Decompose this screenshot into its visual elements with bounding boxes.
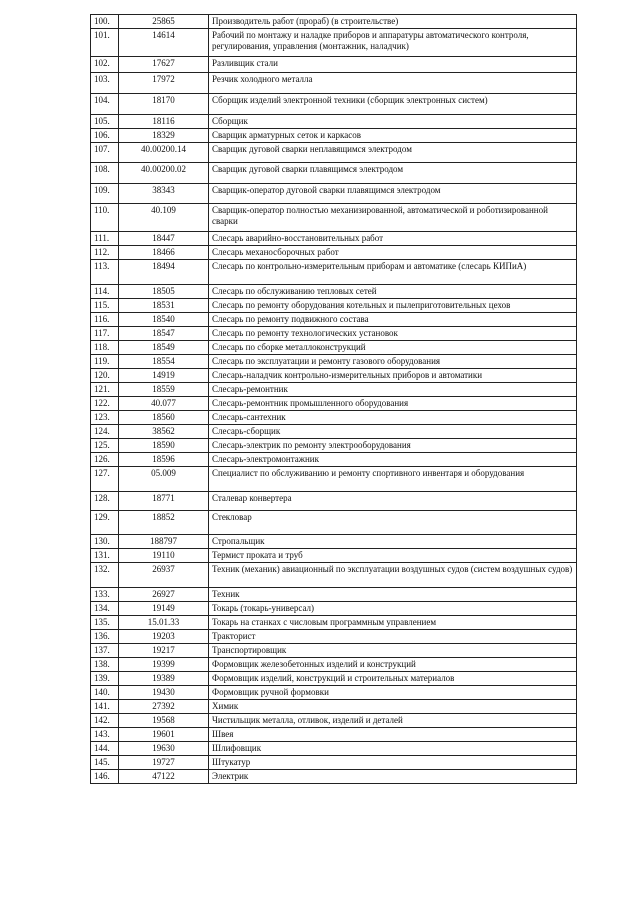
- cell-num: 115.: [91, 299, 119, 313]
- cell-code: 19399: [119, 658, 209, 672]
- cell-code: 18540: [119, 313, 209, 327]
- table-row: [91, 686, 577, 700]
- cell-name: Специалист по обслуживанию и ремонту спортивного инвентаря и оборудования: [209, 467, 577, 492]
- cell-num: 129.: [91, 511, 119, 535]
- cell-name: Слесарь по обслуживанию тепловых сетей: [209, 285, 577, 299]
- cell-code: 17972: [119, 73, 209, 94]
- table-row: [91, 341, 577, 355]
- cell-code: 18596: [119, 453, 209, 467]
- cell-num: 108.: [91, 163, 119, 184]
- cell-code: 18494: [119, 260, 209, 285]
- cell-num: 125.: [91, 439, 119, 453]
- cell-code: 18852: [119, 511, 209, 535]
- cell-name: Сборщик: [209, 115, 577, 129]
- cell-num: 116.: [91, 313, 119, 327]
- cell-name: Слесарь аварийно-восстановительных работ: [209, 232, 577, 246]
- cell-num: 122.: [91, 397, 119, 411]
- cell-code: 14919: [119, 369, 209, 383]
- cell-name: Слесарь-ремонтник промышленного оборудования: [209, 397, 577, 411]
- table-row: [91, 672, 577, 686]
- cell-num: 134.: [91, 602, 119, 616]
- table-row: [91, 57, 577, 73]
- table-row: [91, 756, 577, 770]
- table-row: [91, 299, 577, 313]
- cell-name: Слесарь по ремонту технологических установок: [209, 327, 577, 341]
- cell-code: 18547: [119, 327, 209, 341]
- professions-table: [90, 14, 577, 784]
- cell-code: 27392: [119, 700, 209, 714]
- cell-name: Слесарь-электрик по ремонту электрооборудования: [209, 439, 577, 453]
- cell-name: Слесарь по контрольно-измерительным приборам и автоматике (слесарь КИПиА): [209, 260, 577, 285]
- cell-code: 18559: [119, 383, 209, 397]
- cell-num: 132.: [91, 563, 119, 588]
- cell-name: Сборщик изделий электронной техники (сборщик электронных систем): [209, 94, 577, 115]
- cell-name: Техник (механик) авиационный по эксплуатации воздушных судов (систем воздушных судов): [209, 563, 577, 588]
- table-body: [91, 15, 577, 784]
- cell-name: Транспортировщик: [209, 644, 577, 658]
- cell-num: 143.: [91, 728, 119, 742]
- cell-num: 124.: [91, 425, 119, 439]
- cell-num: 126.: [91, 453, 119, 467]
- table-row: [91, 327, 577, 341]
- cell-code: 18771: [119, 492, 209, 511]
- cell-num: 142.: [91, 714, 119, 728]
- cell-code: 19149: [119, 602, 209, 616]
- table-row: [91, 511, 577, 535]
- table-row: [91, 94, 577, 115]
- cell-num: 117.: [91, 327, 119, 341]
- cell-name: Слесарь-сантехник: [209, 411, 577, 425]
- table-row: [91, 425, 577, 439]
- cell-num: 113.: [91, 260, 119, 285]
- table-row: [91, 411, 577, 425]
- cell-num: 136.: [91, 630, 119, 644]
- cell-num: 118.: [91, 341, 119, 355]
- cell-code: 25865: [119, 15, 209, 29]
- table-row: [91, 115, 577, 129]
- cell-code: 40.00200.14: [119, 143, 209, 163]
- table-row: [91, 742, 577, 756]
- cell-name: Слесарь по эксплуатации и ремонту газового оборудования: [209, 355, 577, 369]
- cell-code: 15.01.33: [119, 616, 209, 630]
- cell-name: Производитель работ (прораб) (в строительстве): [209, 15, 577, 29]
- cell-name: Токарь на станках с числовым программным управлением: [209, 616, 577, 630]
- cell-num: 109.: [91, 184, 119, 204]
- cell-name: Сварщик дуговой сварки плавящимся электродом: [209, 163, 577, 184]
- cell-num: 114.: [91, 285, 119, 299]
- table-row: [91, 260, 577, 285]
- cell-name: Слесарь по ремонту подвижного состава: [209, 313, 577, 327]
- cell-name: Стропальщик: [209, 535, 577, 549]
- cell-num: 107.: [91, 143, 119, 163]
- cell-code: 18116: [119, 115, 209, 129]
- cell-code: 19601: [119, 728, 209, 742]
- table-row: [91, 602, 577, 616]
- cell-num: 119.: [91, 355, 119, 369]
- table-row: [91, 313, 577, 327]
- cell-num: 101.: [91, 29, 119, 57]
- cell-num: 102.: [91, 57, 119, 73]
- table-row: [91, 232, 577, 246]
- cell-num: 130.: [91, 535, 119, 549]
- cell-name: Резчик холодного металла: [209, 73, 577, 94]
- cell-name: Швея: [209, 728, 577, 742]
- table-row: [91, 383, 577, 397]
- cell-code: 18505: [119, 285, 209, 299]
- cell-name: Сварщик-оператор полностью механизированной, автоматической и роботизированной сварки: [209, 204, 577, 232]
- cell-num: 133.: [91, 588, 119, 602]
- cell-name: Сварщик дуговой сварки неплавящимся электродом: [209, 143, 577, 163]
- cell-code: 40.109: [119, 204, 209, 232]
- cell-code: 18549: [119, 341, 209, 355]
- cell-code: 18447: [119, 232, 209, 246]
- cell-name: Сварщик-оператор дуговой сварки плавящимся электродом: [209, 184, 577, 204]
- table-row: [91, 644, 577, 658]
- cell-code: 18466: [119, 246, 209, 260]
- cell-code: 19630: [119, 742, 209, 756]
- cell-name: Формовщик железобетонных изделий и конструкций: [209, 658, 577, 672]
- cell-name: Шлифовщик: [209, 742, 577, 756]
- cell-name: Слесарь механосборочных работ: [209, 246, 577, 260]
- cell-code: 18554: [119, 355, 209, 369]
- cell-code: 14614: [119, 29, 209, 57]
- table-row: [91, 700, 577, 714]
- cell-code: 40.077: [119, 397, 209, 411]
- cell-code: 19727: [119, 756, 209, 770]
- cell-code: 18329: [119, 129, 209, 143]
- cell-code: 19389: [119, 672, 209, 686]
- cell-name: Слесарь-ремонтник: [209, 383, 577, 397]
- table-row: [91, 467, 577, 492]
- table-row: [91, 246, 577, 260]
- cell-code: 19203: [119, 630, 209, 644]
- cell-num: 146.: [91, 770, 119, 784]
- cell-name: Сварщик арматурных сеток и каркасов: [209, 129, 577, 143]
- cell-name: Сталевар конвертера: [209, 492, 577, 511]
- cell-num: 121.: [91, 383, 119, 397]
- cell-num: 105.: [91, 115, 119, 129]
- table-row: [91, 616, 577, 630]
- table-row: [91, 163, 577, 184]
- cell-name: Формовщик изделий, конструкций и строительных материалов: [209, 672, 577, 686]
- cell-num: 144.: [91, 742, 119, 756]
- cell-num: 110.: [91, 204, 119, 232]
- cell-code: 18590: [119, 439, 209, 453]
- cell-name: Формовщик ручной формовки: [209, 686, 577, 700]
- table-row: [91, 453, 577, 467]
- cell-name: Тракторист: [209, 630, 577, 644]
- cell-code: 38562: [119, 425, 209, 439]
- cell-code: 18560: [119, 411, 209, 425]
- cell-num: 141.: [91, 700, 119, 714]
- cell-num: 106.: [91, 129, 119, 143]
- cell-num: 120.: [91, 369, 119, 383]
- cell-name: Слесарь-электромонтажник: [209, 453, 577, 467]
- table-row: [91, 184, 577, 204]
- cell-code: 26937: [119, 563, 209, 588]
- cell-name: Техник: [209, 588, 577, 602]
- table-row: [91, 355, 577, 369]
- cell-name: Химик: [209, 700, 577, 714]
- cell-num: 100.: [91, 15, 119, 29]
- cell-code: 19568: [119, 714, 209, 728]
- cell-num: 127.: [91, 467, 119, 492]
- table-row: [91, 439, 577, 453]
- cell-num: 140.: [91, 686, 119, 700]
- table-row: [91, 549, 577, 563]
- cell-num: 137.: [91, 644, 119, 658]
- cell-code: 40.00200.02: [119, 163, 209, 184]
- table-row: [91, 143, 577, 163]
- table-row: [91, 15, 577, 29]
- table-row: [91, 29, 577, 57]
- cell-num: 128.: [91, 492, 119, 511]
- cell-num: 131.: [91, 549, 119, 563]
- cell-name: Чистильщик металла, отливок, изделий и деталей: [209, 714, 577, 728]
- cell-code: 05.009: [119, 467, 209, 492]
- cell-name: Штукатур: [209, 756, 577, 770]
- cell-name: Токарь (токарь-универсал): [209, 602, 577, 616]
- cell-num: 111.: [91, 232, 119, 246]
- table-row: [91, 73, 577, 94]
- table-row: [91, 714, 577, 728]
- cell-name: Слесарь-сборщик: [209, 425, 577, 439]
- cell-code: 26927: [119, 588, 209, 602]
- table-row: [91, 397, 577, 411]
- cell-name: Слесарь-наладчик контрольно-измерительных приборов и автоматики: [209, 369, 577, 383]
- table-row: [91, 535, 577, 549]
- cell-code: 19217: [119, 644, 209, 658]
- cell-code: 188797: [119, 535, 209, 549]
- cell-num: 145.: [91, 756, 119, 770]
- cell-name: Термист проката и труб: [209, 549, 577, 563]
- table-row: [91, 658, 577, 672]
- cell-code: 18531: [119, 299, 209, 313]
- cell-name: Электрик: [209, 770, 577, 784]
- table-row: [91, 204, 577, 232]
- table-row: [91, 129, 577, 143]
- table-row: [91, 630, 577, 644]
- cell-code: 18170: [119, 94, 209, 115]
- table-row: [91, 492, 577, 511]
- cell-code: 47122: [119, 770, 209, 784]
- cell-name: Стекловар: [209, 511, 577, 535]
- cell-num: 135.: [91, 616, 119, 630]
- cell-name: Слесарь по сборке металлоконструкций: [209, 341, 577, 355]
- cell-code: 38343: [119, 184, 209, 204]
- cell-num: 112.: [91, 246, 119, 260]
- cell-num: 139.: [91, 672, 119, 686]
- cell-num: 123.: [91, 411, 119, 425]
- cell-name: Слесарь по ремонту оборудования котельных и пылеприготовительных цехов: [209, 299, 577, 313]
- table-row: [91, 588, 577, 602]
- cell-code: 19110: [119, 549, 209, 563]
- table-row: [91, 563, 577, 588]
- table-row: [91, 369, 577, 383]
- cell-name: Разливщик стали: [209, 57, 577, 73]
- cell-num: 103.: [91, 73, 119, 94]
- table-row: [91, 770, 577, 784]
- cell-code: 19430: [119, 686, 209, 700]
- table-row: [91, 728, 577, 742]
- cell-code: 17627: [119, 57, 209, 73]
- cell-name: Рабочий по монтажу и наладке приборов и аппаратуры автоматического контроля, регулирования, управления (монтажник, наладчик): [209, 29, 577, 57]
- table-row: [91, 285, 577, 299]
- cell-num: 138.: [91, 658, 119, 672]
- cell-num: 104.: [91, 94, 119, 115]
